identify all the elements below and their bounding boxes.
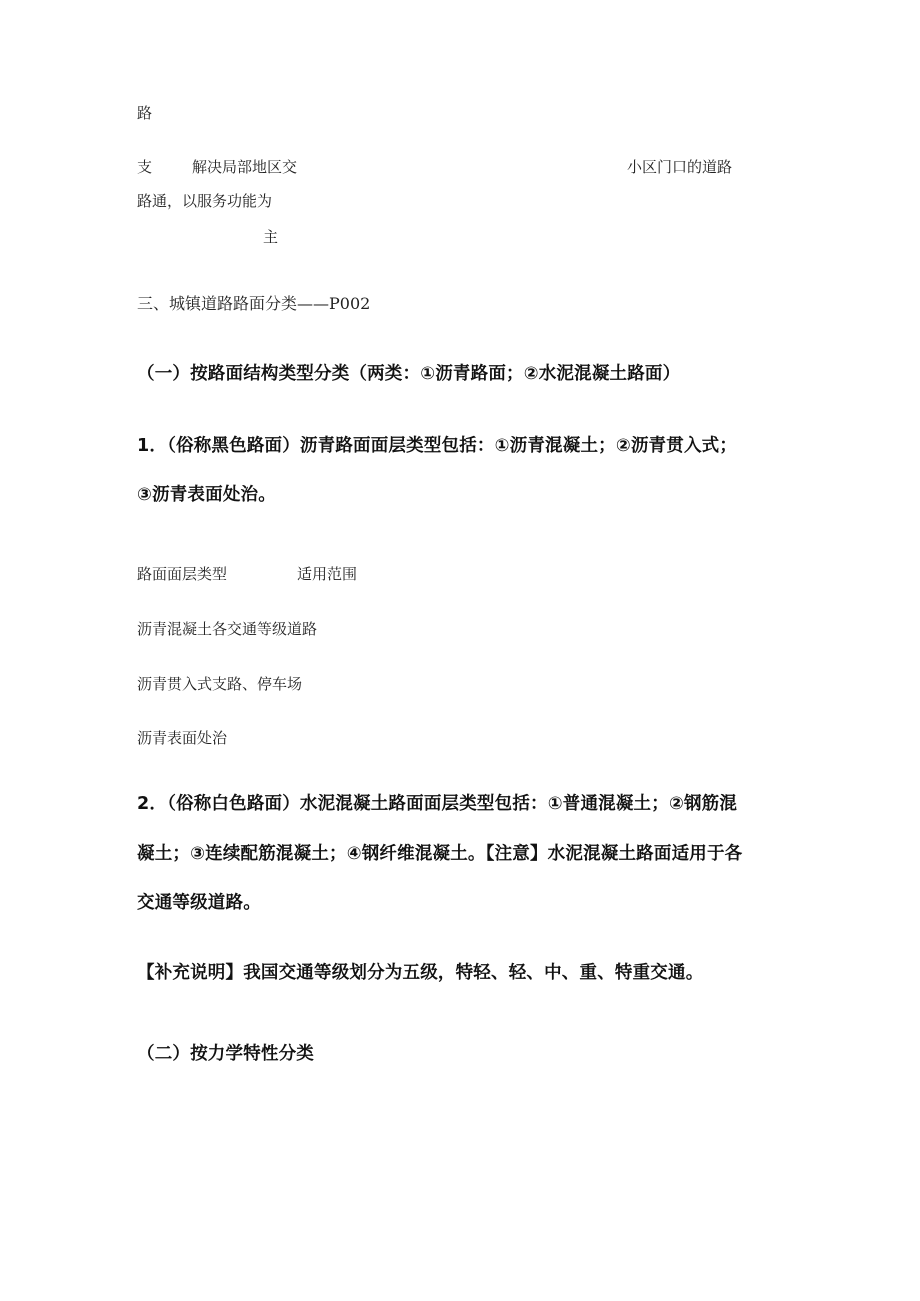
table-cell-example: 小区门口的道路	[627, 158, 733, 176]
section-heading: 三、城镇道路路面分类——P002	[137, 294, 371, 313]
table-cell-road: 路	[137, 104, 153, 122]
supplement-note: 【补充说明】我国交通等级划分为五级，特轻、轻、中、重、特重交通。	[137, 963, 704, 983]
table-row: 沥青混凝土各交通等级道路	[137, 620, 318, 638]
table-header-scope: 适用范围	[297, 565, 358, 583]
table-cell-function-line1: 解决局部地区交	[192, 158, 298, 176]
item2-line3: 交通等级道路。	[137, 893, 261, 913]
subsection-heading-mechanics: （二）按力学特性分类	[137, 1044, 314, 1064]
item2-line1: 2．（俗称白色路面）水泥混凝土路面面层类型包括：①普通混凝土；②钢筋混	[137, 794, 738, 814]
subsection-heading-structure: （一）按路面结构类型分类（两类：①沥青路面；②水泥混凝土路面）	[137, 364, 681, 384]
item1-line1: 1．（俗称黑色路面）沥青路面面层类型包括：①沥青混凝土；②沥青贯入式；	[137, 436, 738, 456]
table-cell-branch: 支	[137, 158, 153, 176]
table-cell-function-line3: 主	[263, 228, 279, 246]
item2-line2: 凝土；③连续配筋混凝土；④钢纤维混凝土。【注意】水泥混凝土路面适用于各	[137, 844, 743, 864]
table-cell-function-line2: 路通，以服务功能为	[137, 192, 273, 210]
table-header-type: 路面面层类型	[137, 565, 228, 583]
table-row: 沥青贯入式支路、停车场	[137, 675, 303, 693]
table-row: 沥青表面处治	[137, 729, 228, 747]
item1-line2: ③沥青表面处治。	[137, 485, 276, 505]
